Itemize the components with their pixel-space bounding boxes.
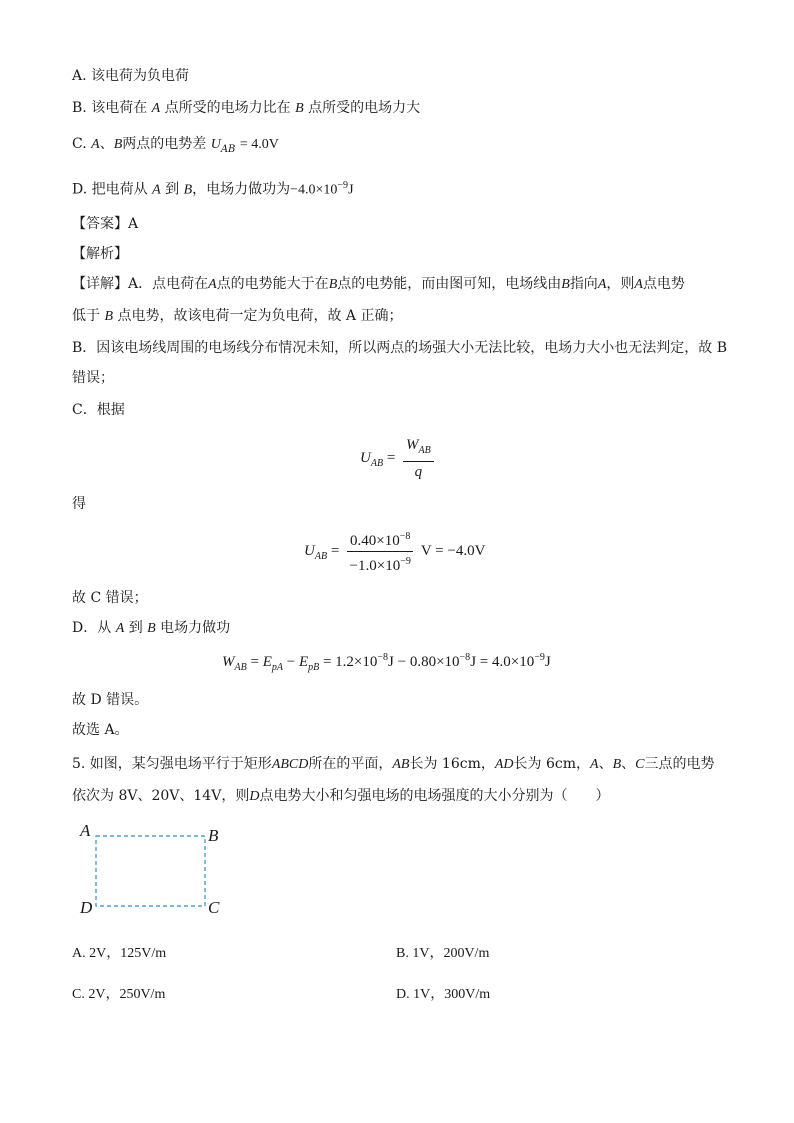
sub-ab: AB — [370, 457, 384, 469]
detail-line-9 — [72, 690, 148, 710]
minus-sign: − — [286, 654, 296, 670]
var-abcd: ABCD — [271, 757, 309, 772]
fraction — [347, 528, 413, 575]
fraction-numerator — [403, 436, 434, 462]
eq3-part-a: = 1.2×10 — [322, 654, 378, 670]
var-u: U — [210, 137, 221, 152]
sub-pa: pA — [271, 662, 283, 673]
sub-ab: AB — [418, 445, 431, 456]
var-w: W — [222, 654, 235, 670]
choice-d-text-2: 到 — [165, 181, 180, 198]
eq3-part-c: J = 4.0×10 — [470, 654, 535, 670]
detail-line-8 — [72, 618, 230, 639]
choice-d-text-1: D. 把电荷从 — [72, 181, 148, 198]
choice-b — [72, 98, 420, 119]
equals-sign: = — [386, 449, 396, 466]
detail-text: 低于 — [72, 308, 100, 324]
choice-a-text: A. 该电荷为负电荷 — [72, 68, 190, 84]
choice-d-exp: −9 — [337, 180, 349, 191]
q5-text: 长为 16cm， — [409, 756, 495, 772]
var-w: W — [406, 437, 419, 453]
choice-b-text-2: 点所受的电场力比在 — [164, 100, 291, 116]
var-a: A — [91, 137, 100, 152]
q5-text: 5. 如图，某匀强电场平行于矩形 — [72, 756, 272, 772]
choice-c-value: = 4.0V — [239, 137, 279, 152]
q5-text: 依次为 8V、20V、14V，则 — [72, 788, 250, 804]
choice-c — [72, 134, 279, 160]
equals-sign: = — [250, 654, 259, 670]
detail-label: 【详解】 — [72, 276, 128, 292]
choice-c-text-3: 两点的电势差 — [122, 136, 207, 152]
option-d[interactable] — [396, 983, 490, 1003]
detail-text: D．从 — [72, 620, 112, 636]
detail-text: 到 — [128, 620, 143, 636]
detail-text: 错误； — [72, 370, 114, 386]
var-b: B — [328, 277, 338, 292]
detail-text: C．根据 — [72, 402, 125, 418]
var-b: B — [147, 621, 156, 636]
detail-line-4 — [72, 368, 114, 388]
option-d-text: D. 1V，300V/m — [396, 987, 491, 1002]
vertex-label-d: D — [80, 898, 93, 917]
fraction-numerator — [347, 528, 413, 552]
fraction-denominator: q — [414, 464, 423, 480]
equation-work — [222, 652, 551, 673]
var-e: E — [262, 654, 272, 670]
detail-line-5 — [72, 400, 125, 420]
detail-text: 故 D 错误。 — [72, 692, 149, 708]
eq3-exp-b: −8 — [459, 652, 471, 663]
var-a: A — [151, 101, 161, 116]
answer-value: A — [128, 216, 139, 232]
detail-line-10 — [72, 720, 129, 740]
eq3-exp-c: −9 — [534, 652, 545, 663]
var-d: D — [249, 789, 260, 804]
eq2-numerator: 0.40×10 — [350, 533, 400, 549]
vertex-label-a: A — [80, 822, 91, 840]
choice-a — [72, 66, 189, 86]
detail-line-6 — [72, 494, 86, 514]
q5-text: 三点的电势 — [644, 756, 715, 772]
var-a: A — [152, 182, 161, 198]
eq3-exp-a: −8 — [377, 652, 389, 663]
answer-line — [72, 214, 138, 234]
sub-ab: AB — [314, 550, 328, 562]
vertex-label-b: B — [208, 826, 219, 845]
detail-text: 点的电势能大于在 — [216, 276, 329, 292]
q5-text: 长为 6cm， — [513, 756, 591, 772]
detail-line-2 — [72, 306, 402, 327]
detail-text: 点电势 — [642, 276, 685, 292]
var-ad: AD — [494, 757, 514, 772]
var-b: B — [113, 137, 123, 152]
answer-label: 【答案】 — [72, 216, 128, 232]
equation-uab-value — [304, 528, 485, 575]
option-c[interactable] — [72, 983, 165, 1003]
detail-text: ，则 — [606, 276, 635, 292]
sub-ab: AB — [234, 662, 247, 673]
detail-text: A．点电荷在 — [128, 276, 209, 292]
fraction — [403, 436, 434, 481]
equals-sign: = — [330, 542, 340, 559]
detail-line-3 — [72, 338, 727, 358]
detail-line-7 — [72, 588, 148, 608]
analysis-heading — [72, 244, 128, 264]
detail-text: 点电势，故该电荷一定为负电荷，故 A 正确； — [117, 308, 403, 324]
q5-sep: 、 — [598, 756, 613, 772]
choice-d — [72, 176, 354, 201]
detail-text: 得 — [72, 496, 86, 512]
fraction-denominator — [347, 552, 413, 575]
rectangle-abcd-figure — [78, 822, 228, 922]
vertex-label-c: C — [208, 898, 220, 917]
var-u: U — [360, 449, 371, 466]
sub-pb: pB — [308, 662, 320, 673]
var-c: C — [635, 757, 645, 772]
detail-text: 指向 — [569, 276, 598, 292]
var-a: A — [634, 277, 643, 292]
choice-c-text-1: C. — [72, 136, 87, 152]
var-a: A — [208, 277, 217, 292]
detail-text: 点的电势能，而由图可知，电场线由 — [337, 276, 562, 292]
var-b: B — [183, 182, 193, 198]
choice-d-text-3: ，电场力做功为 — [192, 181, 291, 198]
eq3-part-b: J − 0.80×10 — [388, 654, 460, 670]
detail-text: B．因该电场线周围的电场线分布情况未知，所以两点的场强大小无法比较，电场力大小也无法判定，故 B — [72, 340, 728, 356]
choice-d-value: −4.0×10 — [290, 182, 338, 198]
option-c-text: C. 2V，250V/m — [72, 987, 166, 1002]
equation-uab-definition — [360, 436, 438, 481]
choice-c-sep: 、 — [99, 136, 114, 152]
eq2-numerator-exp: −8 — [399, 531, 411, 542]
q5-text: 点电势大小和匀强电场的电场强度的大小分别为（ ） — [259, 788, 610, 804]
eq2-rhs: V = −4.0V — [420, 542, 486, 559]
var-b: B — [612, 757, 622, 772]
rectangle-dashed — [96, 836, 205, 906]
q5-sep: 、 — [621, 756, 636, 772]
eq2-denominator: −1.0×10 — [349, 558, 401, 574]
option-a-text: A. 2V，125V/m — [72, 946, 167, 961]
question5-line-1 — [72, 754, 715, 775]
question5-line-2 — [72, 786, 609, 807]
var-b: B — [561, 277, 570, 292]
option-b-text: B. 1V，200V/m — [396, 946, 490, 961]
detail-text: 故选 A。 — [72, 722, 129, 738]
var-ab: AB — [392, 757, 410, 772]
var-u: U — [304, 542, 315, 559]
eq2-denominator-exp: −9 — [400, 556, 411, 567]
choice-b-text-3: 点所受的电场力大 — [308, 100, 421, 116]
option-a[interactable] — [72, 942, 166, 962]
detail-line-1 — [72, 274, 685, 295]
var-b: B — [104, 309, 114, 324]
q5-text: 所在的平面， — [308, 756, 393, 772]
var-a: A — [597, 277, 607, 292]
option-b[interactable] — [396, 942, 489, 962]
choice-d-unit: J — [348, 182, 354, 198]
choice-b-text-1: B. 该电荷在 — [72, 100, 148, 116]
var-e: E — [298, 654, 309, 670]
var-a: A — [590, 757, 599, 772]
detail-text: 故 C 错误； — [72, 590, 148, 606]
analysis-label: 【解析】 — [72, 246, 128, 262]
eq3-part-d: J — [544, 654, 551, 670]
sub-ab: AB — [220, 143, 236, 155]
var-b: B — [295, 101, 304, 116]
detail-text: 电场力做功 — [160, 620, 231, 636]
var-a: A — [115, 621, 125, 636]
